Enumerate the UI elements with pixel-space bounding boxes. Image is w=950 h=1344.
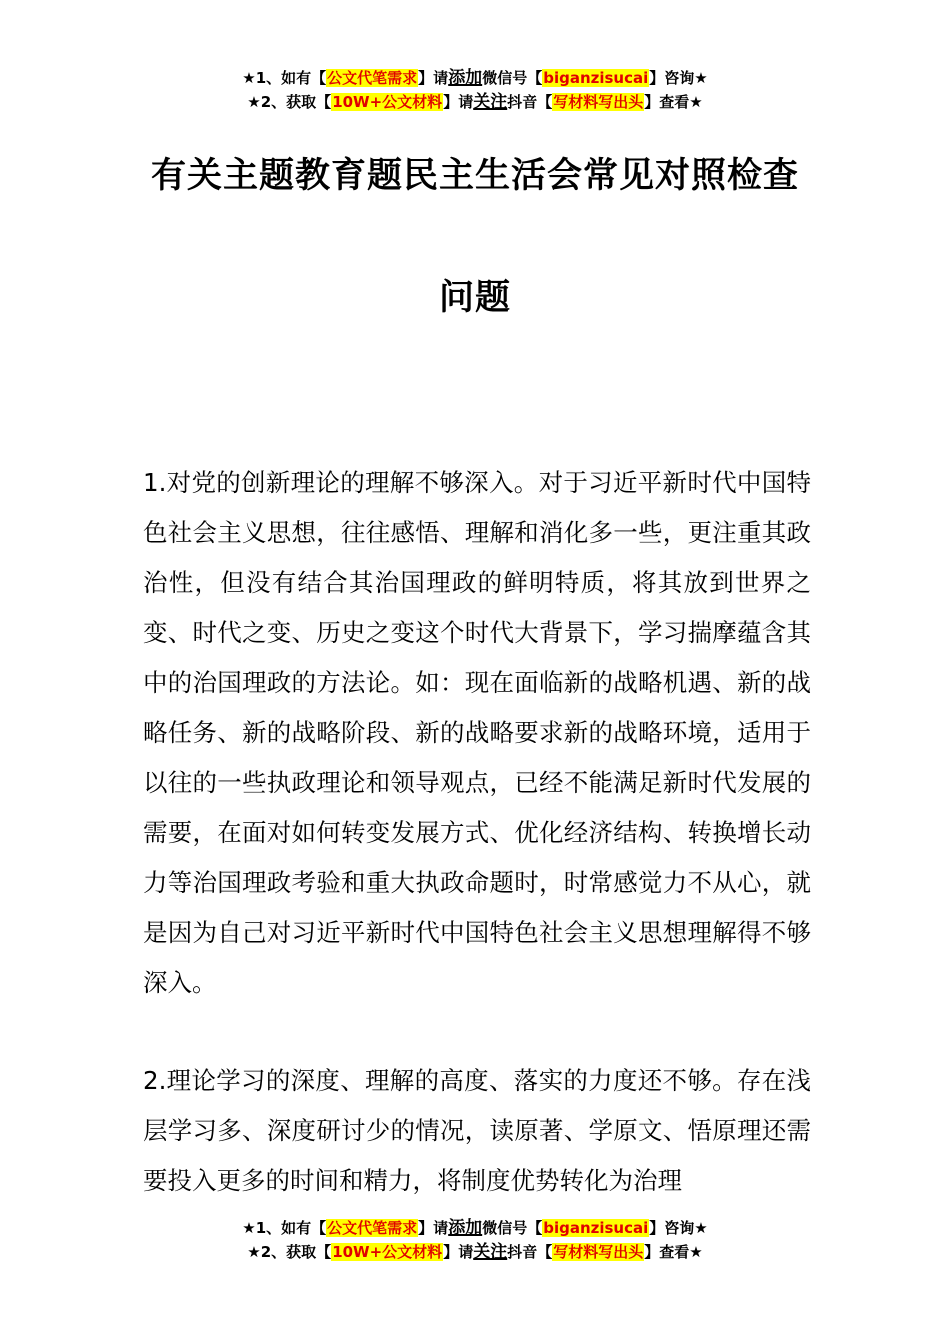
highlight-wechat-id: biganzisucai	[543, 1219, 649, 1237]
banner-emphasis: 关注	[473, 92, 508, 112]
banner-text: 1、如有【	[255, 69, 327, 87]
footer-banner	[0, 1216, 950, 1264]
banner-text: 2、获取【	[260, 93, 332, 111]
banner-text: 抖音【	[507, 93, 553, 111]
star-icon: ★	[247, 93, 261, 111]
body-paragraph-2: 2.理论学习的深度、理解的高度、落实的力度还不够。存在浅层学习多、深度研讨少的情况，读原著、学原文、悟原理还需要投入更多的时间和精力，将制度优势转化为治理	[143, 1066, 811, 1195]
banner-emphasis: 添加	[448, 68, 483, 88]
body-paragraph-1: 1.对党的创新理论的理解不够深入。对于习近平新时代中国特色社会主义思想，往往感悟、理解和消化多一些，更注重其政治性，但没有结合其治国理政的鲜明特质，将其放到世界之变、时代之变、历史之变这个时代大背景下，学习揣摩蕴含其中的治国理政的方法论。如：现在面临新的战略机遇、新的战略任务、新的战略阶段、新的战略要求新的战略环境，适用于以往的一些执政理论和领导观点，已经不能满足新时代发展的需要，在面对如何转变发展方式、优化经济结构、转换增长动力等治国理政考验和重大执政命题时，时常感觉力不从心，就是因为自己对习近平新时代中国特色社会主义思想理解得不够深入。	[143, 468, 811, 997]
highlight-materials: 10W+公文材料	[332, 93, 443, 111]
highlight-writing-service: 公文代笔需求	[327, 1219, 418, 1237]
document-title-line-2: 问题	[438, 278, 511, 318]
document-title-line-1: 有关主题教育题民主生活会常见对照检查	[150, 156, 799, 196]
highlight-douyin-account: 写材料写出头	[553, 93, 644, 111]
highlight-materials: 10W+公文材料	[332, 1243, 443, 1261]
banner-line-1	[0, 1216, 950, 1240]
banner-text: 抖音【	[507, 1243, 553, 1261]
banner-text: 微信号【	[482, 69, 543, 87]
header-banner	[0, 66, 950, 114]
highlight-douyin-account: 写材料写出头	[553, 1243, 644, 1261]
banner-text: 2、获取【	[260, 1243, 332, 1261]
banner-text: 】咨询★	[649, 1219, 708, 1237]
star-icon: ★	[242, 1219, 256, 1237]
banner-line-1	[0, 66, 950, 90]
banner-emphasis: 添加	[448, 1218, 483, 1238]
banner-text: 】请	[418, 69, 449, 87]
banner-text: 】请	[443, 93, 474, 111]
star-icon: ★	[247, 1243, 261, 1261]
banner-text: 】请	[443, 1243, 474, 1261]
highlight-wechat-id: biganzisucai	[543, 69, 649, 87]
banner-text: 】咨询★	[649, 69, 708, 87]
banner-line-2	[0, 90, 950, 114]
banner-text: 】查看★	[644, 1243, 703, 1261]
banner-emphasis: 关注	[473, 1242, 508, 1262]
banner-text: 】请	[418, 1219, 449, 1237]
star-icon: ★	[242, 69, 256, 87]
banner-text: 微信号【	[482, 1219, 543, 1237]
banner-text: 1、如有【	[255, 1219, 327, 1237]
banner-text: 】查看★	[644, 93, 703, 111]
highlight-writing-service: 公文代笔需求	[327, 69, 418, 87]
banner-line-2	[0, 1240, 950, 1264]
